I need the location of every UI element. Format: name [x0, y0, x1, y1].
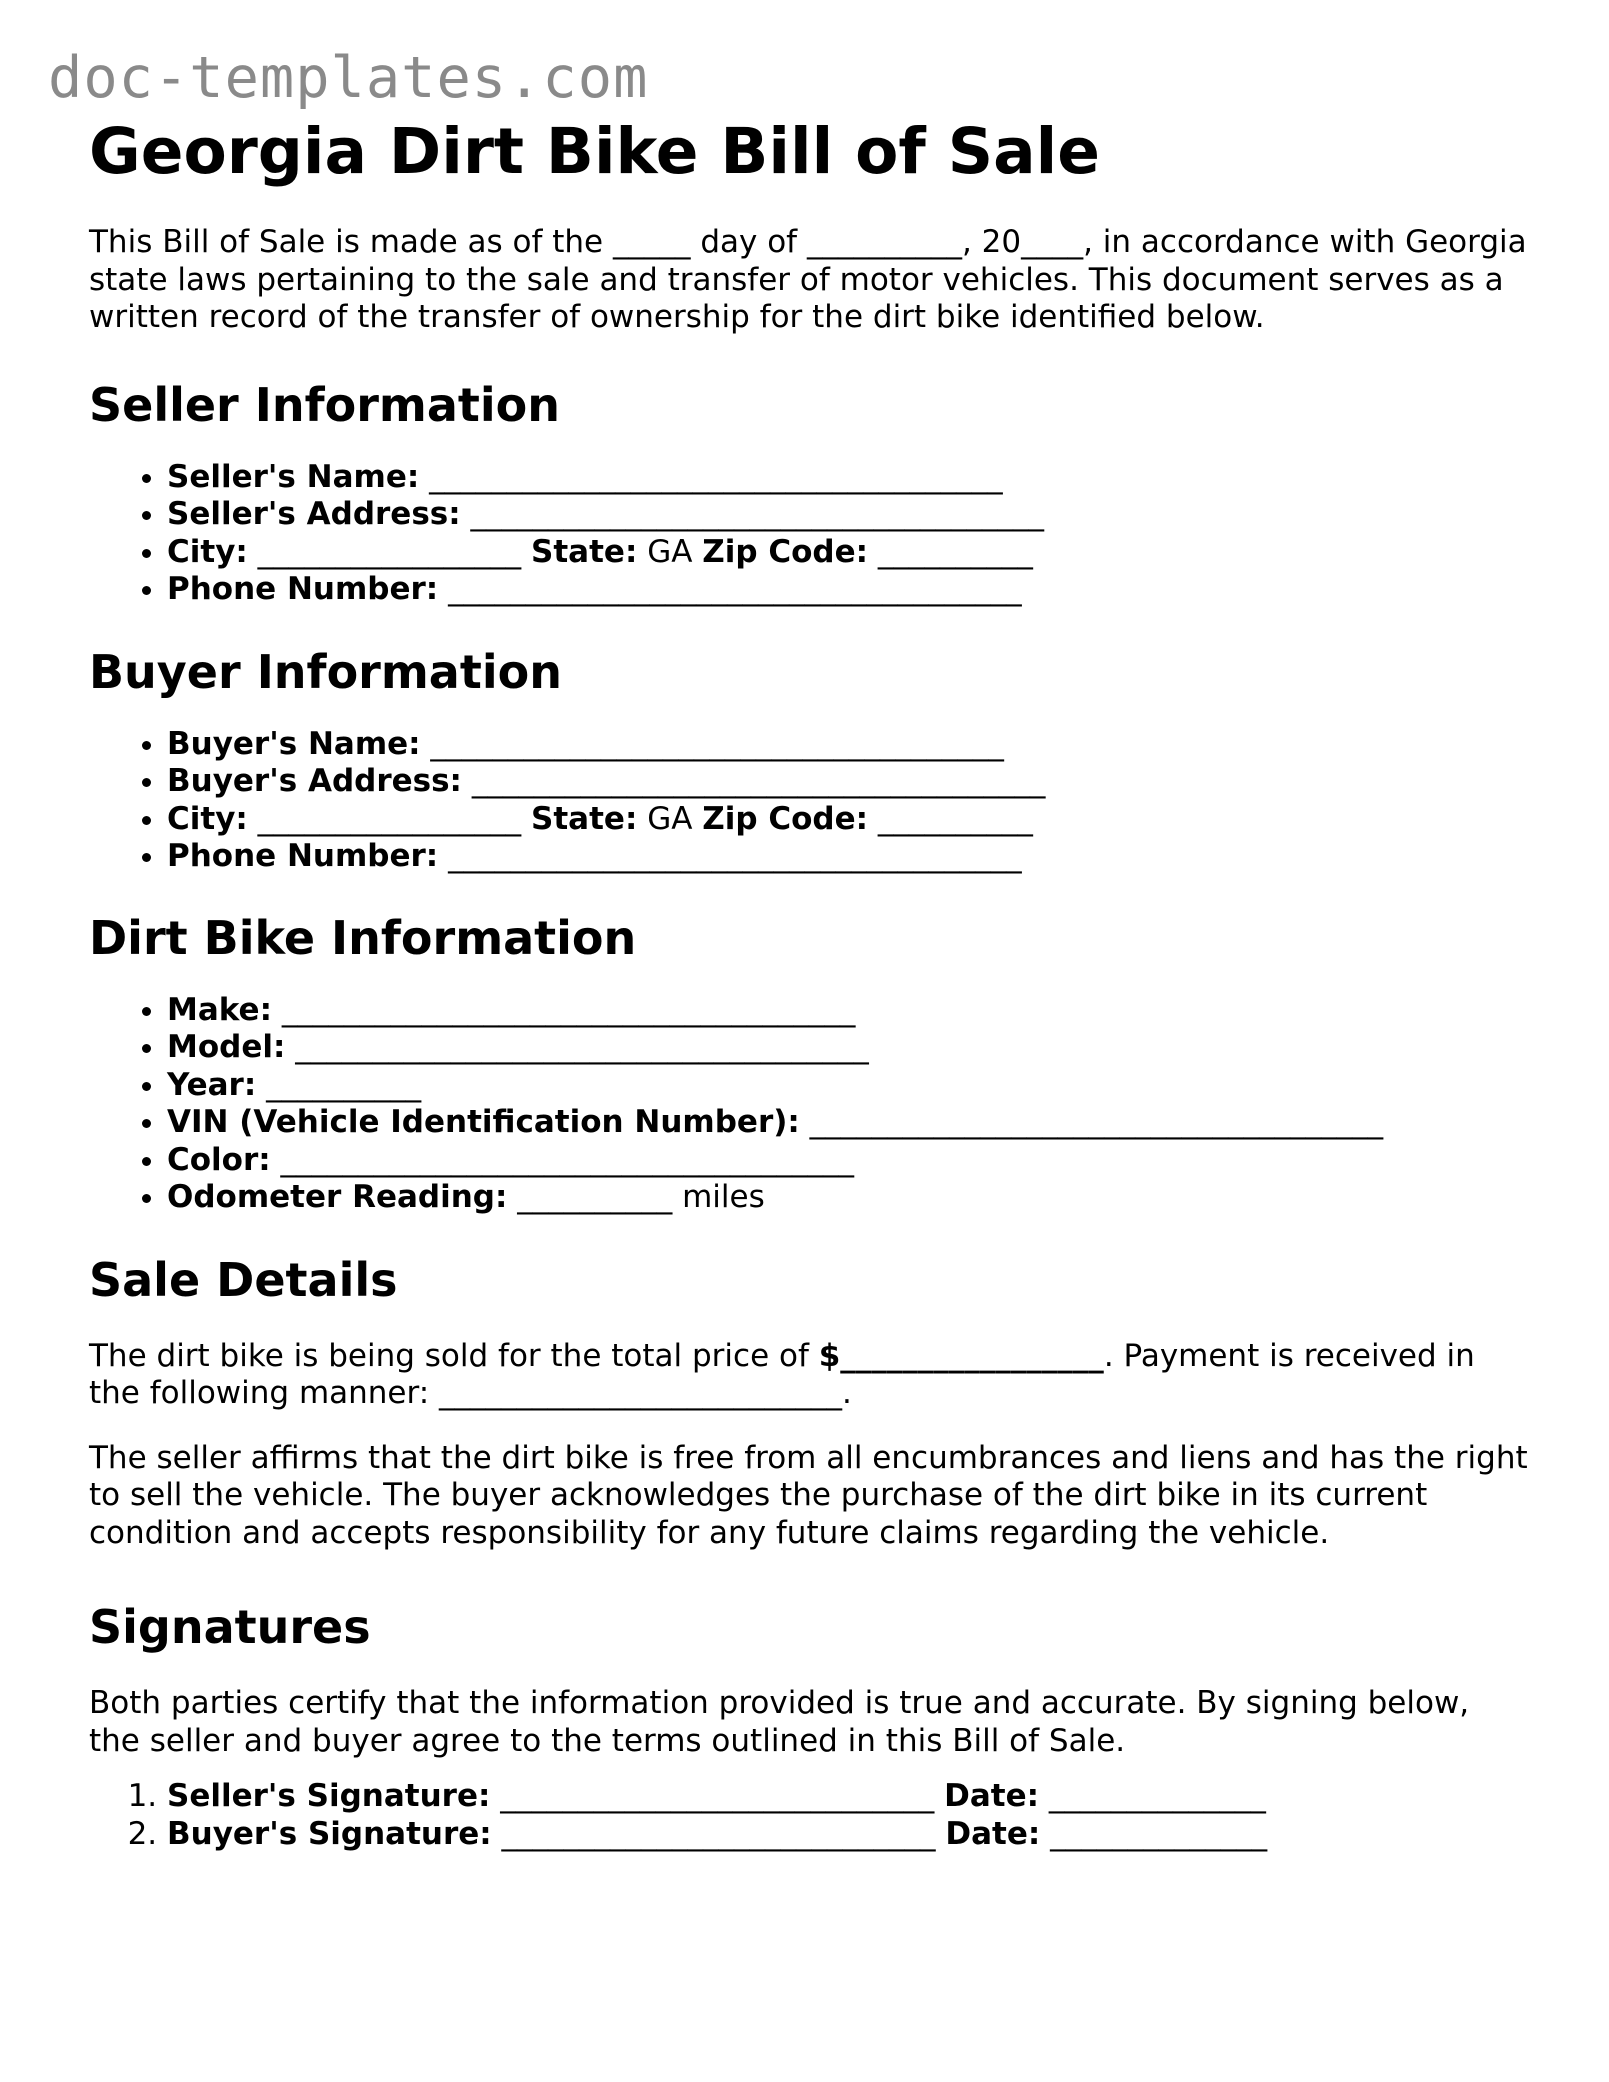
sale-price-blank[interactable]: $_________________ — [818, 1337, 1104, 1374]
buyer-date-blank[interactable]: ______________ — [1050, 1815, 1268, 1852]
buyer-zip-blank[interactable]: __________ — [877, 800, 1033, 837]
seller-city-blank[interactable]: _________________ — [257, 533, 522, 570]
seller-address-label: Seller's Address: — [167, 496, 461, 532]
bike-make-label: Make: — [167, 991, 272, 1028]
bike-odometer-unit: miles — [682, 1179, 765, 1215]
sale-heading: Sale Details — [89, 1252, 398, 1307]
seller-name-blank[interactable]: _____________________________________ — [429, 458, 1003, 495]
seller-state-value: GA — [647, 533, 693, 570]
document-title: Georgia Dirt Bike Bill of Sale — [89, 115, 1100, 188]
buyer-name-label: Buyer's Name: — [167, 725, 421, 762]
bike-vin-field — [167, 1104, 1529, 1142]
bike-model-blank[interactable]: _____________________________________ — [295, 1029, 869, 1065]
buyer-signature-blank[interactable]: ____________________________ — [501, 1815, 936, 1852]
buyer-phone-blank[interactable]: _____________________________________ — [448, 838, 1022, 874]
buyer-fields — [89, 726, 1529, 876]
signatures-heading: Signatures — [89, 1600, 371, 1654]
bike-odometer-field — [167, 1179, 1529, 1217]
buyer-signature-label: Buyer's Signature: — [167, 1815, 492, 1852]
buyer-city-field — [167, 801, 1529, 839]
bike-color-field — [167, 1142, 1529, 1180]
bike-heading: Dirt Bike Information — [89, 910, 637, 965]
seller-address-field — [167, 496, 1529, 534]
buyer-phone-field — [167, 838, 1529, 876]
seller-phone-field — [167, 571, 1529, 609]
buyer-zip-label: Zip Code: — [702, 800, 869, 837]
document-page — [89, 112, 1529, 1853]
seller-state-label: State: — [531, 533, 638, 570]
bike-model-label: Model: — [167, 1029, 286, 1065]
buyer-city-blank[interactable]: _________________ — [257, 800, 522, 837]
bike-fields — [89, 992, 1529, 1217]
bike-make-field — [167, 992, 1529, 1030]
buyer-address-field — [167, 763, 1529, 801]
signature-lines — [89, 1778, 1529, 1853]
bike-odometer-label: Odometer Reading: — [167, 1179, 508, 1215]
seller-city-field — [167, 534, 1529, 572]
buyer-address-blank[interactable]: _____________________________________ — [471, 763, 1046, 799]
seller-date-blank[interactable]: ______________ — [1048, 1778, 1266, 1814]
seller-heading: Seller Information — [89, 377, 561, 432]
bike-model-field — [167, 1029, 1529, 1067]
bike-year-field — [167, 1067, 1529, 1105]
buyer-name-blank[interactable]: _____________________________________ — [430, 725, 1004, 762]
seller-fields — [89, 459, 1529, 609]
buyer-name-field — [167, 726, 1529, 764]
seller-name-label: Seller's Name: — [167, 458, 420, 495]
sale-price-text-before: The dirt bike is being sold for the total price of — [89, 1337, 809, 1374]
seller-signature-blank[interactable]: ____________________________ — [500, 1778, 935, 1814]
sale-price-paragraph — [89, 1338, 1529, 1413]
seller-phone-label: Phone Number: — [167, 571, 439, 607]
bike-make-blank[interactable]: _____________________________________ — [281, 991, 856, 1028]
sale-price-text-after: . Payment is received in the following manner: __________________________. — [89, 1337, 1475, 1411]
buyer-signature-line — [167, 1816, 1529, 1854]
buyer-address-label: Buyer's Address: — [167, 763, 462, 799]
seller-name-field — [167, 459, 1529, 497]
buyer-state-value: GA — [647, 800, 693, 837]
bike-vin-label: VIN (Vehicle Identification Number): — [167, 1104, 800, 1140]
bike-year-label: Year: — [167, 1066, 257, 1103]
buyer-city-label: City: — [167, 800, 248, 837]
buyer-state-label: State: — [531, 800, 638, 837]
buyer-heading: Buyer Information — [89, 644, 562, 699]
seller-signature-line — [167, 1778, 1529, 1816]
bike-color-label: Color: — [167, 1141, 271, 1178]
bike-vin-blank[interactable]: _____________________________________ — [809, 1104, 1384, 1140]
bike-year-blank[interactable]: __________ — [266, 1066, 422, 1103]
seller-city-label: City: — [167, 533, 248, 570]
seller-zip-blank[interactable]: __________ — [877, 533, 1033, 570]
bike-odometer-blank[interactable]: __________ — [517, 1179, 673, 1215]
seller-zip-label: Zip Code: — [702, 533, 869, 570]
seller-date-label: Date: — [944, 1778, 1040, 1814]
bike-color-blank[interactable]: _____________________________________ — [280, 1141, 855, 1178]
seller-signature-label: Seller's Signature: — [167, 1778, 491, 1814]
buyer-date-label: Date: — [945, 1815, 1041, 1852]
buyer-phone-label: Phone Number: — [167, 838, 439, 874]
intro-paragraph: This Bill of Sale is made as of the _____ day of __________, 20____, in accordance with Georgia state laws pertaining to the sale and transfer of motor vehicles. This document serves as a written record of the transfer of ownership for the dirt bike identified below. — [89, 224, 1527, 335]
watermark: doc-templates.com — [48, 45, 649, 111]
sale-affirmation-paragraph: The seller affirms that the dirt bike is free from all encumbrances and liens and has the right to sell the vehicle. The buyer acknowledges the purchase of the dirt bike in its current condition and accepts responsibility for any future claims regarding the vehicle. — [89, 1439, 1528, 1551]
signatures-certify-paragraph: Both parties certify that the information provided is true and accurate. By signing below, the seller and buyer agree to the terms outlined in this Bill of Sale. — [89, 1685, 1470, 1759]
seller-phone-blank[interactable]: _____________________________________ — [448, 571, 1022, 607]
seller-address-blank[interactable]: _____________________________________ — [470, 496, 1044, 532]
